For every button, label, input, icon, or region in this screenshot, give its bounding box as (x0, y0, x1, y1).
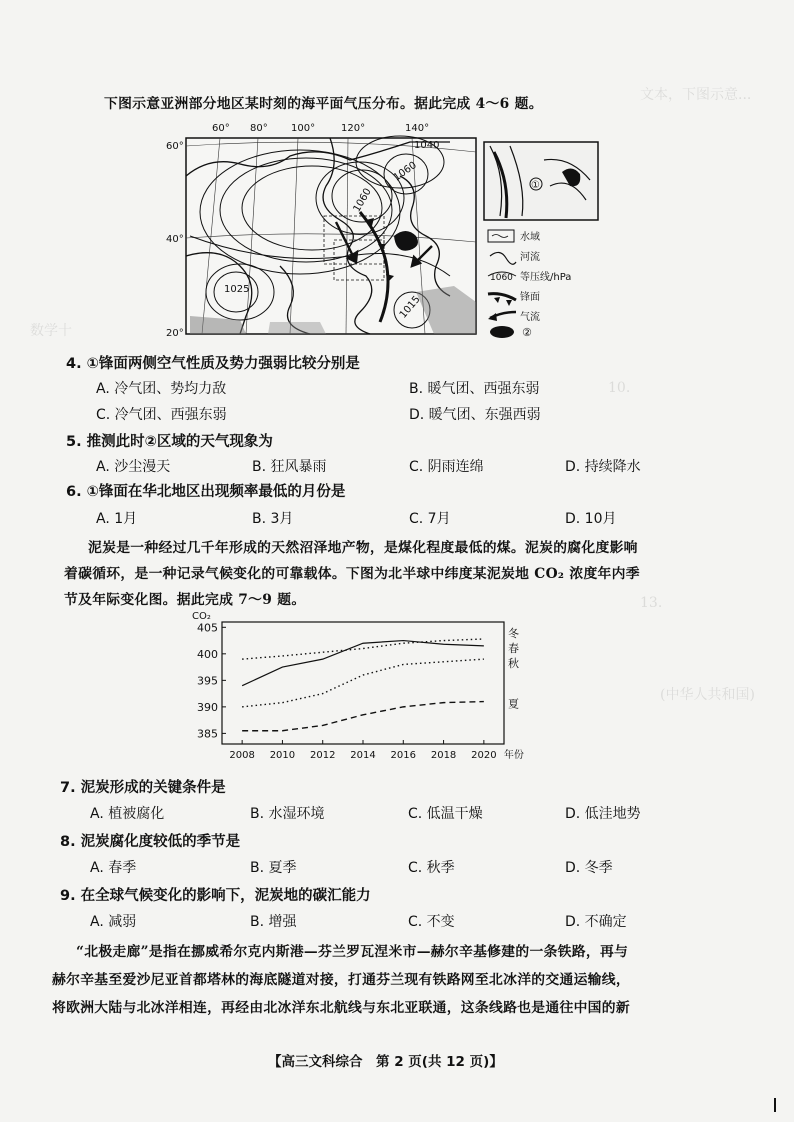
isobar-label-1025: 1025 (224, 284, 250, 295)
q5-option-d[interactable]: D. 持续降水 (565, 459, 641, 475)
plot-frame (222, 622, 504, 744)
edge-mark (774, 1098, 776, 1112)
isobar-label-1040: 1040 (414, 140, 440, 151)
q8-option-d[interactable]: D. 冬季 (565, 860, 613, 876)
question-6-stem: 6. ①锋面在华北地区出现频率最低的月份是 (66, 484, 346, 500)
intro-q4-6: 下图示意亚洲部分地区某时刻的海平面气压分布。据此完成 4～6 题。 (104, 96, 543, 112)
corridor-paragraph-line-2: 赫尔辛基至爱沙尼亚首都塔林的海底隧道对接，打通芬兰现有铁路网至北冰洋的交通运输线， (52, 972, 630, 988)
legend-river-symbol (490, 252, 516, 264)
legend-front-label: 锋面 (520, 292, 540, 303)
x-axis-label: 年份 (503, 750, 524, 761)
series-line-2 (242, 659, 484, 707)
q5-option-a[interactable]: A. 沙尘漫天 (96, 459, 171, 475)
x-tick-label: 2008 (229, 750, 255, 761)
series-label-0: 冬 (508, 626, 519, 640)
legend-water-symbol (488, 230, 514, 242)
lon-label-140: 140° (405, 123, 430, 134)
x-tick-label: 2020 (471, 750, 497, 761)
legend-isobar-label: 等压线/hPa (520, 272, 572, 283)
legend-river-label: 河流 (520, 252, 540, 263)
q7-option-a[interactable]: A. 植被腐化 (90, 806, 165, 822)
series-line-1 (242, 641, 484, 686)
y-tick-label: 405 (197, 621, 218, 635)
q6-option-a[interactable]: A. 1月 (96, 511, 138, 527)
peat-paragraph-line-2: 着碳循环，是一种记录气候变化的可靠载体。下图为北半球中纬度某泥炭地 CO₂ 浓度年内季 (64, 566, 640, 582)
lat-label-40: 40° (166, 234, 184, 245)
lon-label-100: 100° (291, 123, 316, 134)
lon-label-80: 80° (250, 123, 268, 134)
legend-isobar-value: 1060 (490, 273, 513, 283)
q8-option-b[interactable]: B. 夏季 (250, 860, 297, 876)
map-legend (488, 230, 571, 339)
q6-option-d[interactable]: D. 10月 (565, 511, 617, 527)
legend-region-label: ② (522, 326, 532, 339)
q4-option-c[interactable]: C. 冷气团、西强东弱 (96, 407, 227, 423)
q6-option-c[interactable]: C. 7月 (409, 511, 451, 527)
y-tick-label: 395 (197, 674, 218, 688)
isobar-label-1060-b: 1060 (391, 159, 419, 184)
y-tick-label: 385 (197, 727, 218, 741)
co2-line-chart (186, 608, 556, 766)
q7-option-d[interactable]: D. 低洼地势 (565, 806, 641, 822)
corridor-paragraph-line-1: “北极走廊”是指在挪威希尔克内斯港—芬兰罗瓦涅米市—赫尔辛基修建的一条铁路，再与 (76, 944, 629, 960)
x-tick-label: 2018 (430, 750, 457, 761)
q5-option-c[interactable]: C. 阴雨连绵 (409, 459, 484, 475)
page-footer: 【高三文科综合 第 2 页(共 12 页)】 (268, 1054, 503, 1070)
q4-option-b[interactable]: B. 暖气团、西强东弱 (409, 381, 540, 397)
series-line-0 (242, 639, 484, 659)
x-tick-label: 2010 (269, 750, 296, 761)
q9-option-c[interactable]: C. 不变 (408, 914, 455, 930)
x-tick-label: 2016 (390, 750, 417, 761)
series-label-2: 秋 (508, 657, 519, 671)
lon-label-60: 60° (212, 123, 230, 134)
legend-region-symbol (490, 326, 514, 338)
peat-paragraph-line-3: 节及年际变化图。据此完成 7～9 题。 (64, 592, 306, 608)
lat-label-20: 20° (166, 328, 184, 339)
q8-option-c[interactable]: C. 秋季 (408, 860, 455, 876)
isobar-label-1060-a: 1060 (351, 186, 374, 215)
lon-label-120: 120° (341, 123, 366, 134)
question-7-stem: 7. 泥炭形成的关键条件是 (60, 780, 226, 796)
y-tick-label: 390 (197, 700, 218, 714)
corridor-paragraph-line-3: 将欧洲大陆与北冰洋相连，再经由北冰洋东北航线与东北亚联通，这条线路也是通往中国的新 (52, 1000, 630, 1016)
q7-option-c[interactable]: C. 低温干燥 (408, 806, 483, 822)
inset-mark-1: ① (531, 180, 540, 191)
y-axis-label: CO₂ (192, 611, 211, 622)
q9-option-b[interactable]: B. 增强 (250, 914, 297, 930)
question-9-stem: 9. 在全球气候变化的影响下，泥炭地的碳汇能力 (60, 888, 371, 904)
y-tick-label: 400 (197, 647, 218, 661)
pressure-map (150, 116, 610, 342)
series-label-3: 夏 (508, 697, 519, 711)
x-tick-label: 2014 (350, 750, 376, 761)
q8-option-a[interactable]: A. 春季 (90, 860, 137, 876)
q4-option-a[interactable]: A. 冷气团、势均力敌 (96, 381, 227, 397)
isobar-label-1015: 1015 (397, 294, 423, 321)
q6-option-b[interactable]: B. 3月 (252, 511, 294, 527)
series-line-3 (242, 702, 484, 731)
legend-airflow-label: 气流 (520, 312, 540, 323)
legend-front-symbol (488, 294, 516, 300)
peat-paragraph-line-1: 泥炭是一种经过几千年形成的天然沼泽地产物，是煤化程度最低的煤。泥炭的腐化度影响 (88, 540, 638, 556)
series-label-1: 春 (508, 641, 519, 655)
q7-option-b[interactable]: B. 水湿环境 (250, 806, 325, 822)
q9-option-a[interactable]: A. 减弱 (90, 914, 137, 930)
question-4-stem: 4. ①锋面两侧空气性质及势力强弱比较分别是 (66, 356, 360, 372)
x-tick-label: 2012 (309, 750, 336, 761)
q9-option-d[interactable]: D. 不确定 (565, 914, 627, 930)
q4-option-d[interactable]: D. 暖气团、东强西弱 (409, 407, 541, 423)
q5-option-b[interactable]: B. 狂风暴雨 (252, 459, 327, 475)
question-8-stem: 8. 泥炭腐化度较低的季节是 (60, 834, 241, 850)
legend-water-label: 水域 (520, 232, 540, 243)
question-5-stem: 5. 推测此时②区域的天气现象为 (66, 434, 273, 450)
lat-label-60: 60° (166, 141, 184, 152)
